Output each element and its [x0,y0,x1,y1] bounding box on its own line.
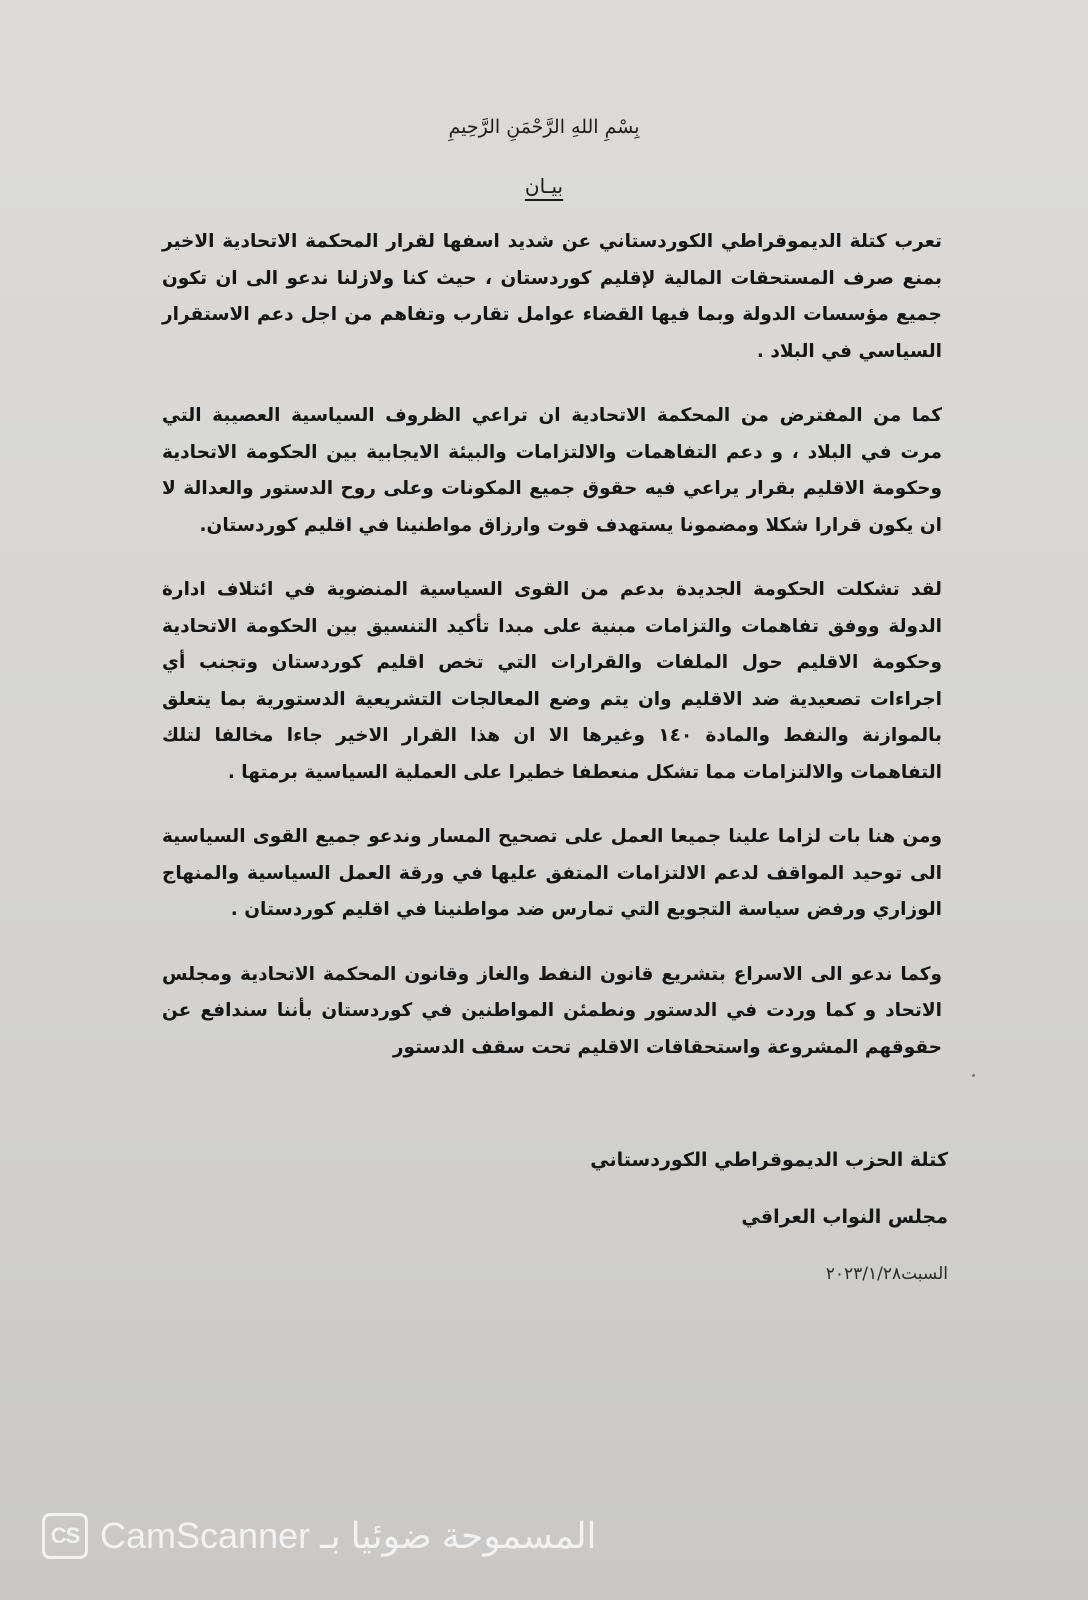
signature-date: السبت٢٠٢٣/١/٢٨ [825,1264,948,1284]
paragraph-3: لقد تشكلت الحكومة الجديدة بدعم من القوى السياسية المنضوية في ائتلاف ادارة الدولة ووفق تفاهمات والتزامات مبنية على مبدا تأكيد التنسيق بين الحكومة الاتحادية وحكومة الاقليم حول الملفات والقرارات التي تخص اقليم كوردستان وتجنب أي اجراءات تصعيدية ضد الاقليم وان يتم وضع المعالجات التشريعية الدستورية بما يتعلق بالموازنة والنفط والمادة ١٤٠ وغيرها الا ان هذا القرار الاخير جاءا مخالفا لتلك التفاهمات والالتزامات مما تشكل منعطفا خطيرا على العملية السياسية برمتها . [162,579,942,783]
basmala: بِسْمِ اللهِ الرَّحْمَنِ الرَّحِيمِ [448,116,640,138]
paragraph-5: وكما ندعو الى الاسراع بتشريع قانون النفط والغاز وقانون المحكمة الاتحادية ومجلس الاتحاد و كما وردت في الدستور ونطمئن المواطنين في كوردستان بأننا سندافع عن حقوقهم المشروعة واستحقاقات الاقليم تحت سقف الدستور [162,963,942,1058]
paragraph-1: تعرب كتلة الديموقراطي الكوردستاني عن شديد اسفها لقرار المحكمة الاتحادية الاخير بمنع صرف المستحقات المالية لإقليم كوردستان ، حيث كنا ولازلنا ندعو الى ان تكون جميع مؤسسات الدولة وبما فيها القضاء عوامل تقارب وتفاهم من اجل دعم الاستقرار السياسي في البلاد . [162,231,942,362]
camscanner-logo-icon [42,1513,88,1559]
document-title: بيـان [524,174,564,198]
paragraph-4: ومن هنا بات لزاما علينا جميعا العمل على تصحيح المسار وندعو جميع القوى السياسية الى توحيد المواقف لدعم الالتزامات المتفق عليها في ورقة العمل السياسية والمنهاج الوزاري ورفض سياسة التجويع التي تمارس ضد مواطنينا في اقليم كوردستان . [162,826,942,920]
camscanner-watermark [42,1510,597,1562]
paragraph-2: كما من المفترض من المحكمة الاتحادية ان تراعي الظروف السياسية العصيبة التي مرت في البلاد ، و دعم التفاهمات والالتزامات والبيئة الايجابية بين الحكومة الاتحادية وحكومة الاقليم بقرار يراعي فيه حقوق جميع المكونات وعلى روح الدستور والعدالة لا ان يكون قرارا شكلا ومضمونا يستهدف قوت وارزاق مواطنينا في اقليم كوردستان. [162,405,942,536]
statement-body [162,224,942,1094]
camscanner-logo-text: CS [50,1523,80,1548]
signature-block [528,1148,948,1286]
signature-council: مجلس النواب العراقي [741,1206,948,1228]
signature-party: كتلة الحزب الديموقراطي الكوردستاني [590,1149,948,1171]
scan-speck [972,1074,975,1077]
watermark-text: CamScanner المسموحة ضوئيا بـ [100,1515,597,1556]
